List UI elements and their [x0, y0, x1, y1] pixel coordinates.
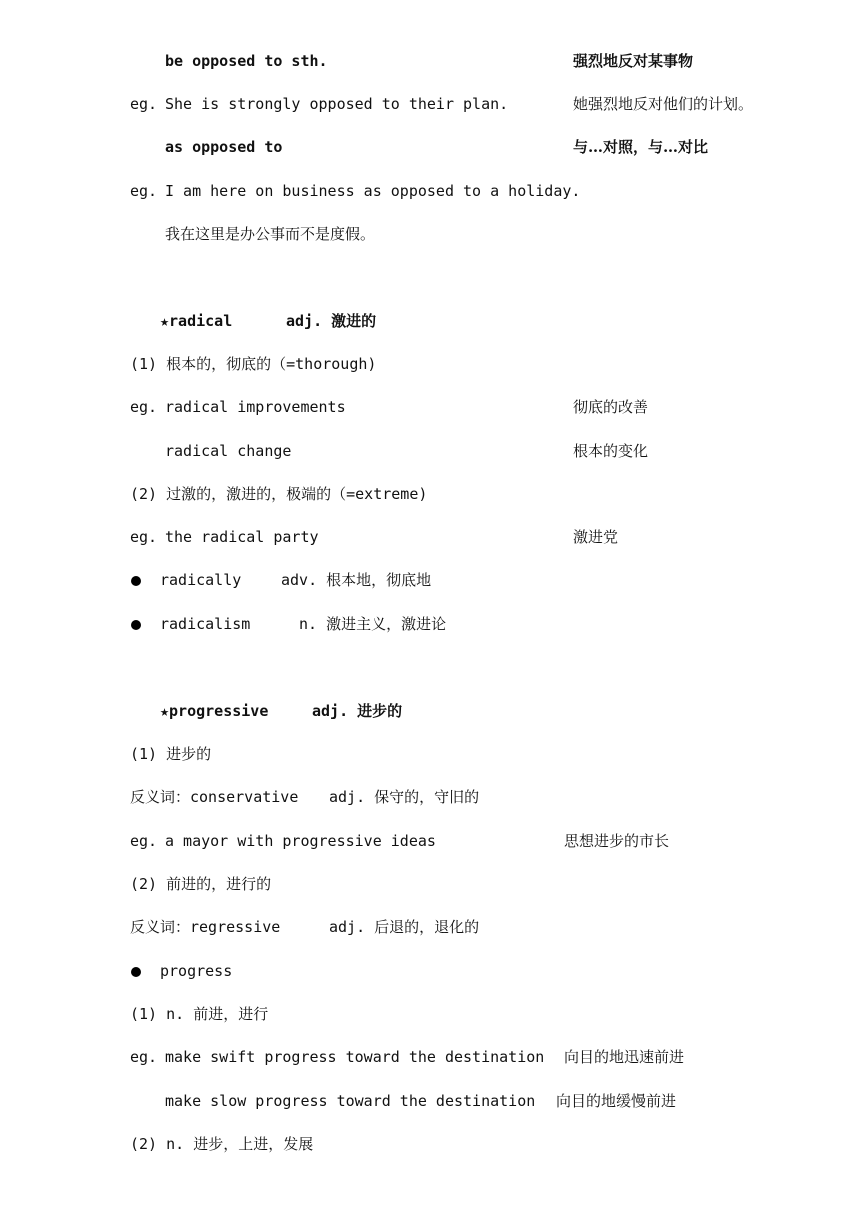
- example-phrase: radical improvements: [165, 398, 346, 416]
- noun-meaning-1: (1) n. 前进，进行: [130, 1005, 269, 1023]
- example-sentence: I am here on business as opposed to a holiday.: [165, 182, 581, 200]
- example-prefix: eg.: [130, 182, 158, 200]
- derivative-definition: adv. 根本地，彻底地: [281, 571, 432, 589]
- example-translation: 向目的地缓慢前进: [556, 1092, 677, 1110]
- phrase-be-opposed-to: be opposed to sth.: [165, 52, 328, 70]
- bullet-icon: [131, 961, 141, 981]
- example-translation: 我在这里是办公事而不是度假。: [165, 225, 376, 243]
- derivative-word: progress: [160, 962, 233, 980]
- example-translation: 她强烈地反对他们的计划。: [573, 95, 754, 113]
- derivative-definition: n. 激进主义，激进论: [299, 615, 447, 633]
- example-prefix: eg.: [130, 528, 158, 546]
- example-translation: 根本的变化: [573, 442, 649, 460]
- example-phrase: the radical party: [165, 528, 319, 546]
- example-prefix: eg.: [130, 398, 158, 416]
- bullet-icon: [131, 614, 141, 634]
- antonym-definition: adj. 后退的，退化的: [329, 918, 480, 936]
- example-translation: 思想进步的市长: [564, 832, 670, 850]
- example-translation: 激进党: [573, 528, 619, 546]
- example-sentence: She is strongly opposed to their plan.: [165, 95, 509, 113]
- noun-meaning-2: (2) n. 进步，上进，发展: [130, 1135, 314, 1153]
- example-prefix: eg.: [130, 95, 158, 113]
- example-phrase: a mayor with progressive ideas: [165, 832, 436, 850]
- phrase-be-opposed-to-translation: 强烈地反对某事物: [573, 52, 694, 70]
- example-translation: 彻底的改善: [573, 398, 649, 416]
- phrase-as-opposed-to: as opposed to: [165, 138, 283, 156]
- antonym-definition: adj. 保守的，守旧的: [329, 788, 480, 806]
- antonym-label: 反义词：regressive: [130, 918, 281, 936]
- derivative-word: radically: [160, 571, 242, 589]
- entry-heading-word: ★progressive: [160, 702, 269, 720]
- entry-heading-pos: adj. 激进的: [286, 312, 377, 330]
- example-phrase: make slow progress toward the destination: [165, 1092, 536, 1110]
- entry-heading-word: ★radical: [160, 312, 233, 330]
- derivative-word: radicalism: [160, 615, 251, 633]
- example-phrase: make swift progress toward the destination: [165, 1048, 545, 1066]
- antonym-label: 反义词：conservative: [130, 788, 299, 806]
- example-prefix: eg.: [130, 832, 158, 850]
- phrase-as-opposed-to-translation: 与…对照，与…对比: [573, 138, 709, 156]
- example-phrase: radical change: [165, 442, 292, 460]
- entry-heading-pos: adj. 进步的: [312, 702, 403, 720]
- example-prefix: eg.: [130, 1048, 158, 1066]
- meaning-2: (2) 前进的，进行的: [130, 875, 272, 893]
- meaning-1: (1) 根本的，彻底的（=thorough): [130, 355, 377, 373]
- example-translation: 向目的地迅速前进: [564, 1048, 685, 1066]
- meaning-1: (1) 进步的: [130, 745, 212, 763]
- meaning-2: (2) 过激的，激进的，极端的（=extreme): [130, 485, 428, 503]
- bullet-icon: [131, 570, 141, 590]
